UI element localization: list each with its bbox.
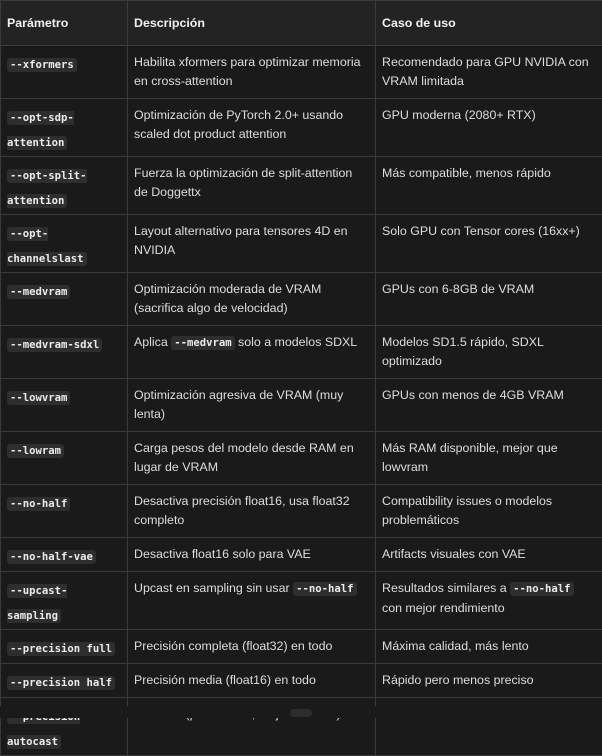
scroll-indicator	[290, 709, 312, 717]
param-cell	[1, 157, 128, 215]
description-cell	[128, 99, 376, 157]
use-case-text: Recomendado para GPU NVIDIA con VRAM limitada	[382, 55, 589, 88]
table-header	[1, 1, 602, 46]
param-code: autocast	[7, 710, 80, 749]
use-case-text: Compatibility issues o modelos problemáticos	[382, 494, 552, 527]
use-case-text: GPU moderna (2080+ RTX)	[382, 108, 536, 122]
param-code: --precision full	[7, 642, 115, 656]
table-row	[1, 630, 602, 664]
param-cell	[1, 432, 128, 485]
description-cell	[128, 538, 376, 572]
header-parametro: Parámetro	[1, 1, 128, 46]
description-cell	[128, 46, 376, 99]
description-text: Precisión completa (float32) en todo	[134, 639, 332, 653]
description-text: Desactiva float16 solo para VAE	[134, 547, 311, 561]
description-text: Precisión media (float16) en todo	[134, 673, 316, 687]
inline-code: --medvram	[171, 336, 234, 350]
table-body	[1, 46, 602, 756]
use-case-text: Resultados similares a	[382, 581, 510, 595]
param-code: --precision half	[7, 676, 115, 690]
description-cell	[128, 630, 376, 664]
table-row	[1, 326, 602, 379]
description-cell	[128, 485, 376, 538]
use-case-text: GPUs con menos de 4GB VRAM	[382, 388, 564, 402]
description-cell	[128, 664, 376, 698]
use-case-text: Artifacts visuales con VAE	[382, 547, 526, 561]
table-row	[1, 215, 602, 273]
inline-code: --no-half	[510, 582, 573, 596]
header-descripcion: Descripción	[128, 1, 376, 46]
param-cell	[1, 572, 128, 630]
use-case-text: Más RAM disponible, mejor que lowvram	[382, 441, 558, 474]
table-row	[1, 379, 602, 432]
use-case-text: Máxima calidad, más lento	[382, 639, 529, 653]
use-case-cell	[376, 379, 602, 432]
use-case-cell	[376, 46, 602, 99]
param-cell	[1, 379, 128, 432]
table-row	[1, 538, 602, 572]
use-case-cell	[376, 157, 602, 215]
description-cell	[128, 432, 376, 485]
description-text: Aplica	[134, 335, 171, 349]
param-code: --lowram	[7, 444, 64, 458]
param-code: --no-half-vae	[7, 550, 96, 564]
table-row	[1, 273, 602, 326]
description-cell	[128, 215, 376, 273]
description-cell	[128, 572, 376, 630]
use-case-text: Rápido pero menos preciso	[382, 673, 534, 687]
param-code: --xformers	[7, 58, 77, 72]
use-case-cell	[376, 572, 602, 630]
use-case-cell	[376, 99, 602, 157]
table-row	[1, 572, 602, 630]
param-cell	[1, 630, 128, 664]
use-case-text-suffix: con mejor rendimiento	[382, 601, 505, 615]
description-text: Layout alternativo para tensores 4D en NVIDIA	[134, 224, 348, 257]
param-cell	[1, 485, 128, 538]
header-caso-de-uso: Caso de uso	[376, 1, 602, 46]
inline-code: --no-half	[293, 582, 356, 596]
table-row	[1, 485, 602, 538]
param-cell	[1, 46, 128, 99]
bottom-edge	[0, 706, 602, 718]
use-case-cell	[376, 215, 602, 273]
description-cell	[128, 273, 376, 326]
description-text: Carga pesos del modelo desde RAM en lugar de VRAM	[134, 441, 354, 474]
use-case-cell	[376, 273, 602, 326]
param-code: --opt-channelslast	[7, 227, 87, 266]
param-cell	[1, 215, 128, 273]
description-text: Optimización moderada de VRAM (sacrifica algo de velocidad)	[134, 282, 321, 315]
param-code: --medvram	[7, 285, 70, 299]
table-row	[1, 46, 602, 99]
description-cell	[128, 379, 376, 432]
param-code: --medvram-sdxl	[7, 338, 102, 352]
use-case-text: GPUs con 6-8GB de VRAM	[382, 282, 534, 296]
use-case-cell	[376, 630, 602, 664]
description-text: Optimización de PyTorch 2.0+ usando scaled dot product attention	[134, 108, 343, 141]
use-case-text: Modelos SD1.5 rápido, SDXL optimizado	[382, 335, 543, 368]
description-text: Desactiva precisión float16, usa float32 completo	[134, 494, 350, 527]
description-text-suffix: solo a modelos SDXL	[235, 335, 358, 349]
use-case-cell	[376, 538, 602, 572]
table-row	[1, 432, 602, 485]
use-case-cell	[376, 432, 602, 485]
table-row	[1, 664, 602, 698]
use-case-cell	[376, 485, 602, 538]
use-case-text: Solo GPU con Tensor cores (16xx+)	[382, 224, 580, 238]
use-case-cell	[376, 326, 602, 379]
param-code: --opt-split-attention	[7, 169, 87, 208]
param-cell	[1, 273, 128, 326]
param-code: --upcast-sampling	[7, 584, 67, 623]
use-case-text: Más compatible, menos rápido	[382, 166, 551, 180]
param-cell	[1, 99, 128, 157]
param-cell	[1, 664, 128, 698]
description-text: Optimización agresiva de VRAM (muy lenta)	[134, 388, 343, 421]
table-row	[1, 157, 602, 215]
description-text: Fuerza la optimización de split-attention de Doggettx	[134, 166, 352, 199]
param-cell	[1, 538, 128, 572]
param-code: --opt-sdp-attention	[7, 111, 74, 150]
param-code: --lowvram	[7, 391, 70, 405]
param-cell	[1, 326, 128, 379]
use-case-cell	[376, 664, 602, 698]
description-text: Upcast en sampling sin usar	[134, 581, 293, 595]
param-code: --no-half	[7, 497, 70, 511]
description-text: Habilita xformers para optimizar memoria en cross-attention	[134, 55, 361, 88]
header-row	[1, 1, 602, 46]
description-cell	[128, 157, 376, 215]
table-row	[1, 99, 602, 157]
description-cell	[128, 326, 376, 379]
